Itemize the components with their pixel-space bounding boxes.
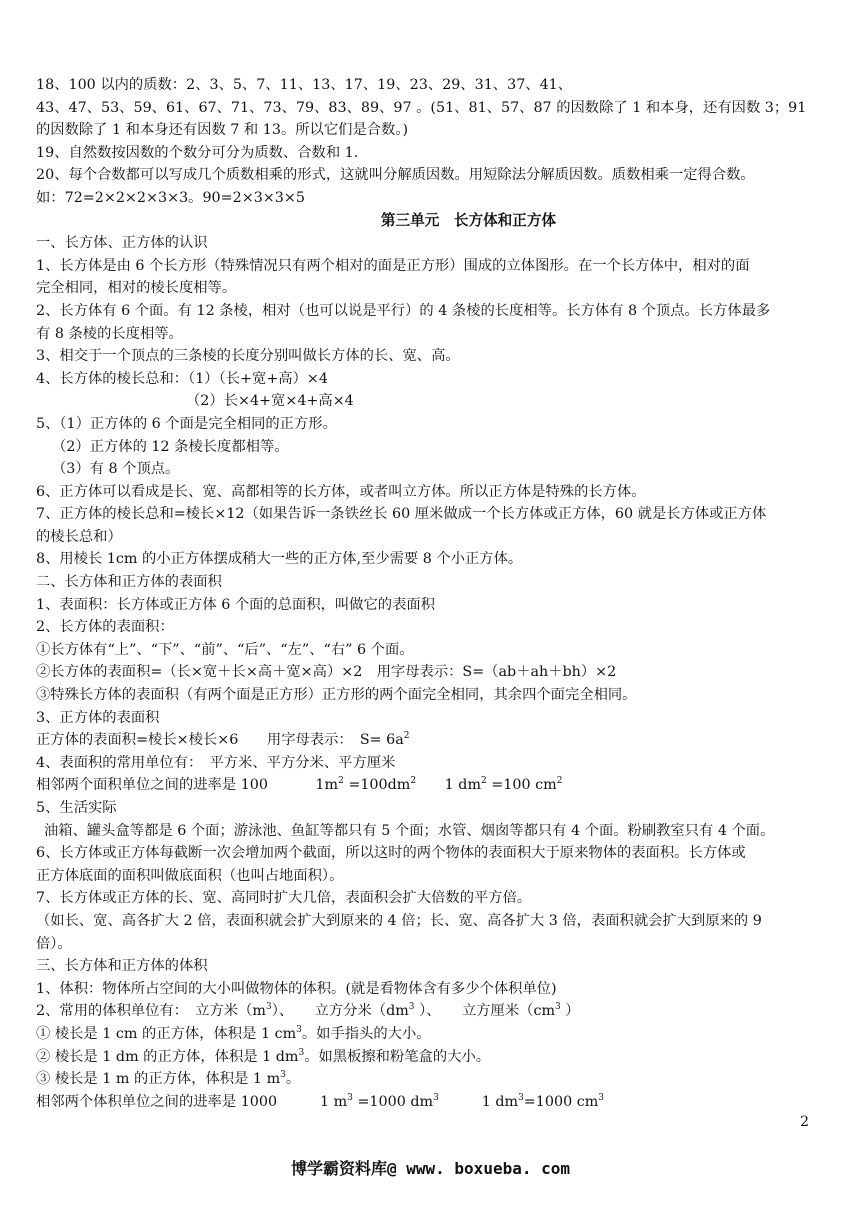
text-line: 1、长方体是由 6 个长方形（特殊情况只有两个相对的面是正方形）围成的立体图形。在一个长方体中，相对的面: [36, 257, 750, 274]
text-line: 相邻两个体积单位之间的进率是 1000 1 $m^3 =1000$ $dm^3$ 1 $dm^3=1000$ $cm^3$: [36, 1092, 605, 1110]
text-line: 20、每个合数都可以写成几个质数相乘的形式，这就叫分解质因数。用短除法分解质因数。质数相乘一定得合数。: [36, 167, 755, 184]
document-body: [36, 74, 811, 1113]
page-number: 2: [800, 1114, 809, 1130]
text-line: 油箱、罐头盒等都是 6 个面；游泳池、鱼缸等都只有 5 个面；水管、烟囱等都只有 4 个面。粉刷教室只有 4 个面。: [44, 822, 775, 839]
text-line: 正方体底面的面积叫做底面积（也叫占地面积）。: [36, 867, 344, 884]
section-heading: 一、长方体、正方体的认识: [36, 235, 208, 252]
text-line: 1、表面积：长方体或正方体 6 个面的总面积，叫做它的表面积: [36, 596, 435, 613]
text-line: 4、长方体的棱长总和：（1）（长+宽+高）×4: [36, 370, 328, 387]
section-title: 第三单元 长方体和正方体: [380, 211, 557, 229]
text-line: 完全相同，相对的棱长度相等。: [36, 280, 237, 297]
text-line: 7、长方体或正方体的长、宽、高同时扩大几倍，表面积会扩大倍数的平方倍。: [36, 890, 532, 907]
text-line: 有 8 条棱的长度相等。: [36, 325, 183, 342]
text-line: 6、正方体可以看成是长、宽、高都相等的长方体，或者叫立方体。所以正方体是特殊的长方体。: [36, 483, 646, 500]
text-line: 1、体积：物体所占空间的大小叫做物体的体积。(就是看物体含有多少个体积单位): [36, 980, 557, 997]
footer-watermark: 博学霸资料库@ www. boxueba. com: [290, 1159, 571, 1178]
text-line: ①长方体有“上”、“下”、“前”、“后”、“左”、“右” 6 个面。: [36, 641, 414, 658]
text-line: 43、47、53、59、61、67、71、73、79、83、89、97 。(51、81、57、87 的因数除了 1 和本身，还有因数 3；91: [36, 99, 807, 116]
text-line: 7、正方体的棱长总和=棱长×12（如果告诉一条铁丝长 60 厘米做成一个长方体或正方体，60 就是长方体或正方体: [36, 506, 767, 523]
text-line: 正方体的表面积=棱长×棱长×6 用字母表示： $S= 6a^2$: [36, 731, 410, 749]
text-line: 的因数除了 1 和本身还有因数 7 和 13。所以它们是合数。): [36, 122, 409, 139]
text-line: 倍）。: [36, 935, 72, 952]
text-line: （3）有 8 个顶点。: [52, 461, 180, 478]
text-line: 的棱长总和）: [36, 528, 122, 545]
text-line: ②长方体的表面积=（长×宽＋长×高＋宽×高）×2 用字母表示：S=（ab＋ah＋bh）×2: [36, 664, 617, 681]
text-line: ② 棱长是 1 dm 的正方体，体积是 1 $dm^3$。如黑板擦和粉笔盒的大小。: [36, 1047, 491, 1065]
text-line: 18、100 以内的质数：2、3、5、7、11、13、17、19、23、29、31、37、41、: [36, 77, 573, 93]
text-line: （2）长×4+宽×4+高×4: [186, 393, 354, 410]
section-heading: 二、长方体和正方体的表面积: [36, 574, 222, 591]
text-line: 3、相交于一个顶点的三条棱的长度分别叫做长方体的长、宽、高。: [36, 348, 460, 365]
text-line: 6、长方体或正方体每截断一次会增加两个截面，所以这时的两个物体的表面积大于原来物体的表面积。长方体或: [36, 845, 746, 862]
text-line: 8、用棱长 1cm 的小正方体摆成稍大一些的正方体,至少需要 8 个小正方体。: [36, 551, 523, 568]
text-line: 3、正方体的表面积: [36, 709, 160, 726]
text-line: 5、（1）正方体的 6 个面是完全相同的正方形。: [36, 415, 337, 432]
text-line: （如长、宽、高各扩大 2 倍，表面积就会扩大到原来的 4 倍；长、宽、高各扩大 3 倍，表面积就会扩大到原来的 9: [36, 912, 762, 929]
text-line: 2、长方体的表面积：: [36, 619, 174, 636]
text-line: 5、生活实际: [36, 800, 117, 816]
text-line: ③ 棱长是 1 m 的正方体，体积是 1 $m^3$。: [36, 1070, 301, 1088]
text-line: 4、表面积的常用单位有： 平方米、平方分米、平方厘米: [36, 754, 396, 771]
text-line: 2、长方体有 6 个面。有 12 条棱，相对（也可以说是平行）的 4 条棱的长度相等。长方体有 8 个顶点。长方体最多: [36, 302, 771, 319]
text-line: 19、自然数按因数的个数分可分为质数、合数和 1.: [36, 144, 359, 161]
text-line: ③特殊长方体的表面积（有两个面是正方形）正方形的两个面完全相同，其余四个面完全相同。: [36, 687, 637, 704]
text-line: ① 棱长是 1 cm 的正方体，体积是 1 $cm^3$。如手指头的大小。: [36, 1025, 431, 1042]
text-line: 如：72=2×2×2×3×3。90=2×3×3×5: [36, 189, 305, 206]
section-heading: 三、长方体和正方体的体积: [36, 958, 208, 975]
text-line: 2、常用的体积单位有： 立方米$(m^3)$、 立方分米（$dm^3$ ）、 立方厘米（$cm^3$ ）: [36, 1002, 580, 1020]
text-line: （2）正方体的 12 条棱长度都相等。: [52, 438, 289, 455]
text-line: 相邻两个面积单位之间的进率是 100 $1m^2 =100dm^2$ 1 $dm^2 =100$ $cm^2$: [36, 776, 563, 794]
